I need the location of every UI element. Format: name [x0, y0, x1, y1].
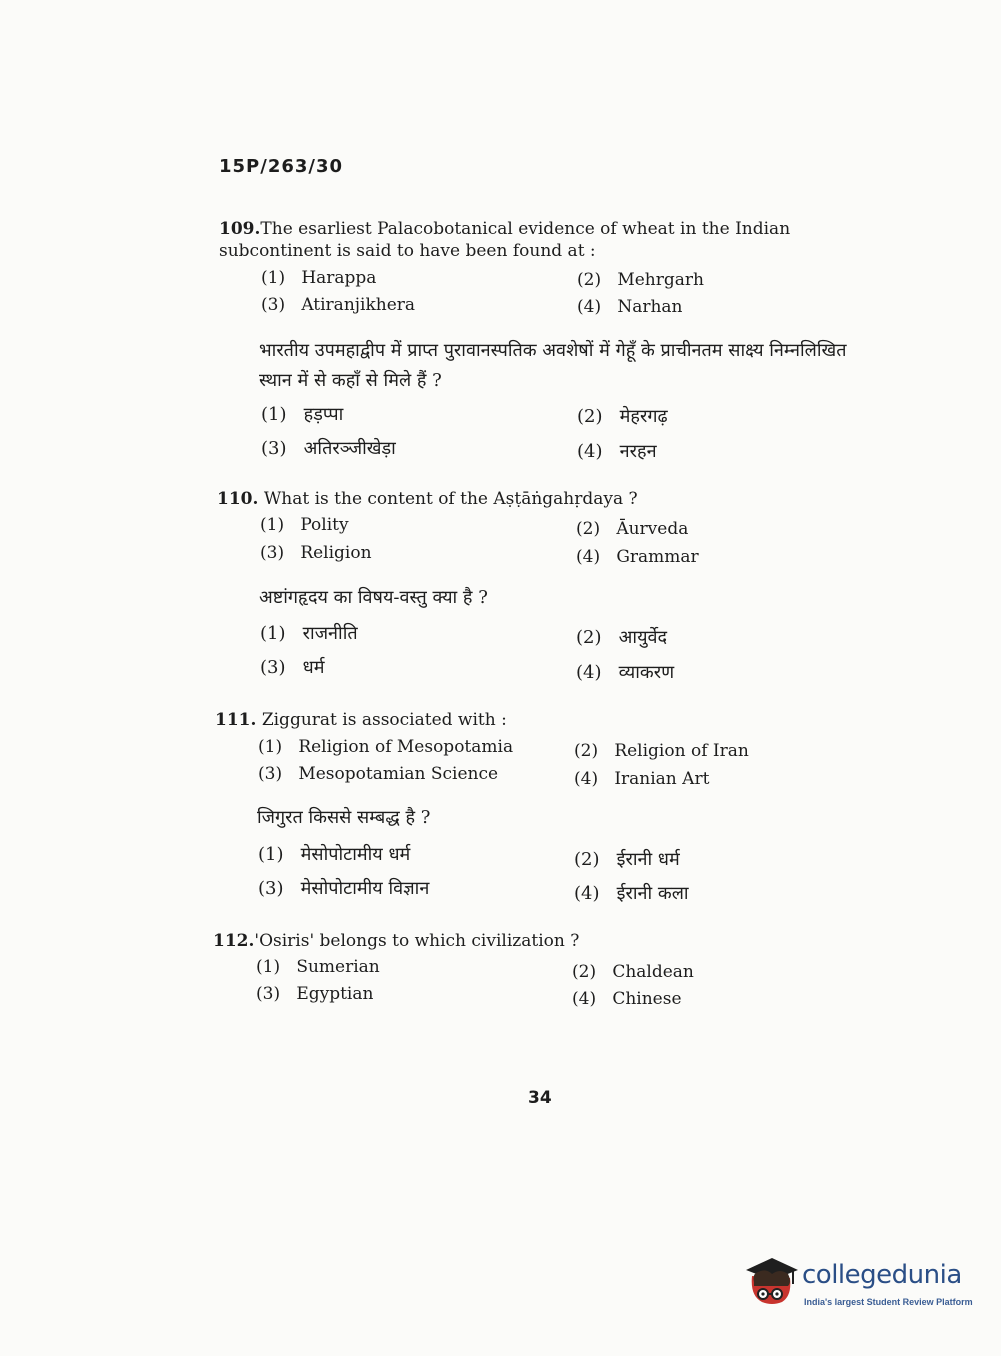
- option-3: (3) Mesopotamian Science: [258, 764, 499, 784]
- option-4-hindi: (4) ईरानी कला: [574, 883, 689, 904]
- option-3: (3) Egyptian: [256, 984, 374, 1004]
- question-number: 112.: [213, 931, 255, 951]
- question-number: 111.: [215, 710, 257, 730]
- option-1: (1) Religion of Mesopotamia: [258, 737, 514, 757]
- question-text: The esarliest Palacobotanical evidence of wheat in the Indian subcontinent is said to have been found at :: [219, 219, 791, 261]
- option-3: (3) Religion: [260, 543, 372, 563]
- option-1: (1) Harappa: [261, 268, 377, 288]
- option-4: (4) Iranian Art: [574, 769, 710, 789]
- question-text: 'Osiris' belongs to which civilization ?: [254, 931, 580, 951]
- question-number: 109.: [219, 219, 261, 239]
- option-2-hindi: (2) आयुर्वेद: [576, 627, 668, 648]
- brand-name: collegedunia: [802, 1260, 962, 1290]
- option-2-hindi: (2) मेहरगढ़: [577, 406, 668, 427]
- page-number: 34: [528, 1088, 552, 1108]
- option-3: (3) Atiranjikhera: [261, 295, 416, 315]
- question-text: Ziggurat is associated with :: [261, 710, 507, 730]
- option-1-hindi: (1) हड़प्पा: [261, 404, 344, 425]
- graduate-mascot-icon: [742, 1252, 800, 1312]
- option-2-hindi: (2) ईरानी धर्म: [574, 849, 680, 870]
- option-4-hindi: (4) नरहन: [577, 441, 657, 462]
- question-number: 110.: [217, 489, 259, 509]
- option-1-hindi: (1) मेसोपोटामीय धर्म: [258, 844, 411, 865]
- question-111: [215, 709, 880, 731]
- option-3-hindi: (3) धर्म: [260, 657, 325, 678]
- option-3-hindi: (3) अतिरञ्जीखेड़ा: [261, 438, 396, 459]
- option-1: (1) Sumerian: [256, 957, 380, 977]
- option-2: (2) Mehrgarh: [577, 270, 704, 290]
- option-4: (4) Grammar: [576, 547, 699, 567]
- option-2: (2) Religion of Iran: [574, 741, 749, 761]
- collegedunia-logo[interactable]: [742, 1252, 972, 1314]
- question-text-hindi: जिगुरत किससे सम्बद्ध है ?: [257, 807, 431, 828]
- question-text: What is the content of the Aṣṭāṅgahṛdaya ?: [263, 489, 638, 509]
- option-4: (4) Chinese: [572, 989, 682, 1009]
- option-4-hindi: (4) व्याकरण: [576, 662, 675, 683]
- question-110: [217, 488, 882, 510]
- question-text-hindi: अष्टांगहृदय का विषय-वस्तु क्या है ?: [259, 587, 488, 608]
- brand-tagline: India's largest Student Review Platform: [804, 1297, 973, 1307]
- option-4: (4) Narhan: [577, 297, 683, 317]
- paper-code: 15P/263/30: [219, 156, 344, 177]
- question-text-hindi: भारतीय उपमहाद्वीप में प्राप्त पुरावानस्पतिक अवशेषों में गेहूँ के प्राचीनतम साक्ष्य निम्नलिखित स्थान में से कहाँ से मिले हैं ?: [259, 340, 847, 391]
- option-2: (2) Āurveda: [576, 519, 689, 539]
- option-3-hindi: (3) मेसोपोटामीय विज्ञान: [258, 878, 430, 899]
- option-1-hindi: (1) राजनीति: [260, 623, 358, 644]
- question-109: [219, 218, 884, 262]
- question-112: [213, 930, 878, 952]
- option-2: (2) Chaldean: [572, 962, 694, 982]
- option-1: (1) Polity: [260, 515, 349, 535]
